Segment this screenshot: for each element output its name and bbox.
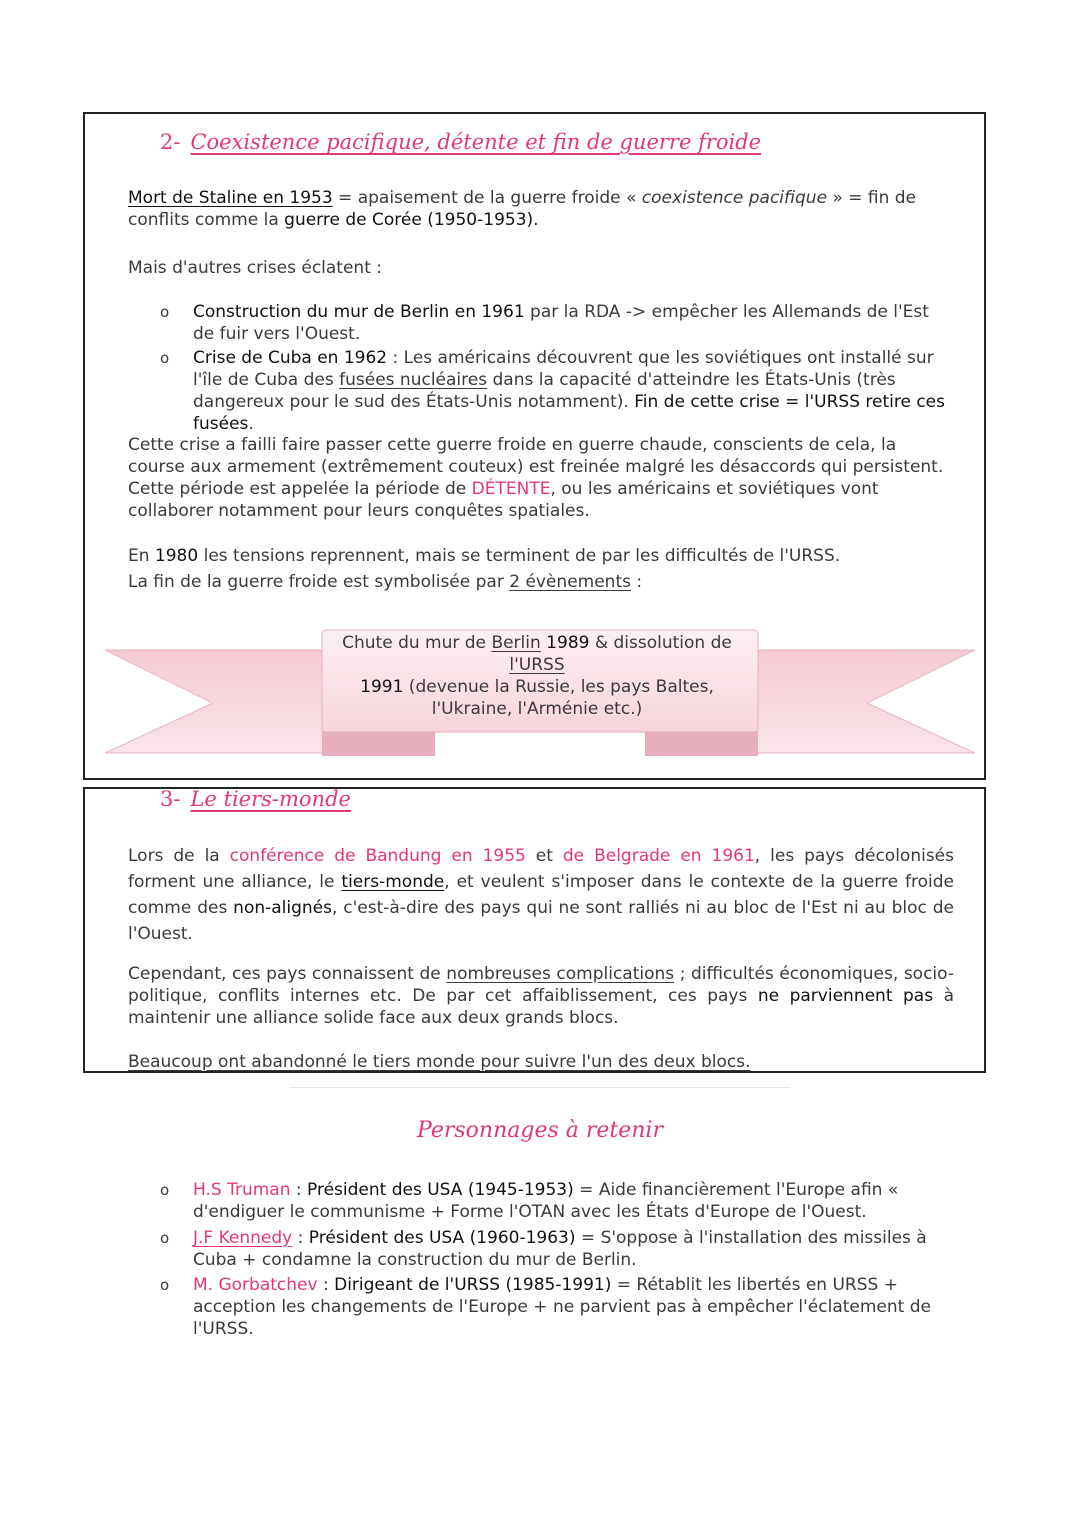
staline-paragraph: Mort de Staline en 1953 = apaisement de la guerre froide « coexistence pacifique » = fin de conflits comme la guerre de Corée (1950-1953). — [128, 188, 917, 230]
complications-paragraph: Cependant, ces pays connaissent de nombreuses complications ; difficultés économiques, socio-politique, conflits internes etc. De par cet affaiblissement, ces pays ne parviennent pas à maintenir une alliance solide face aux deux grands blocs. — [128, 964, 955, 1028]
ribbon-right-tail — [750, 650, 975, 753]
ribbon-left-tail — [105, 650, 330, 753]
bullet-cuba-crisis: o Crise de Cuba en 1962 : Les américains découvrent que les soviétiques ont installé sur l'île de Cuba des fusées nucléaires dans la capacité d'atteindre les États-Unis (très dangereux pour le sud des États-Unis notamment). Fin de cette crise = l'URSS retire ces fusées. — [160, 348, 945, 434]
section-3-title: 3- Le tiers-monde — [160, 787, 351, 811]
character-gorbatchev: o M. Gorbatchev : Dirigeant de l'URSS (1985-1991) = Rétablit les libertés en URSS + acception les changements de l'Europe + ne parvient pas à empêcher l'éclatement de l'URSS. — [160, 1275, 931, 1339]
character-truman: o H.S Truman : Président des USA (1945-1953) = Aide financièrement l'Europe afin « d'endiguer le communisme + Forme l'OTAN avec les États d'Europe de l'Ouest. — [160, 1180, 899, 1222]
bullet-berlin-wall: o Construction du mur de Berlin en 1961 par la RDA -> empêcher les Allemands de l'Est de fuir vers l'Ouest. — [160, 302, 929, 344]
abandon-paragraph: Beaucoup ont abandonné le tiers monde pour suivre l'un des deux blocs. — [128, 1052, 751, 1072]
separator-line — [290, 1087, 790, 1088]
section-2-title: 2- Coexistence pacifique, détente et fin de guerre froide — [160, 130, 762, 154]
detente-paragraph: Cette crise a failli faire passer cette guerre froide en guerre chaude, conscients de cela, la course aux armement (extrêmement couteux) est freinée malgré les désaccords qui persistent. Cette période est appelée la période de DÉTENTE, ou les américains et soviétiques vont collaborer notamment pour leurs conquêtes spatiales. — [128, 435, 944, 521]
crises-intro: Mais d'autres crises éclatent : — [128, 258, 383, 278]
ribbon-left-fold — [322, 730, 435, 756]
ribbon-text: Chute du mur de Berlin 1989 & dissolution de l'URSS 1991 (devenue la Russie, les pays Baltes, l'Ukraine, l'Arménie etc.) — [342, 633, 732, 719]
tiers-monde-paragraph: Lors de la conférence de Bandung en 1955 et de Belgrade en 1961, les pays décolonisés forment une alliance, le tiers-monde, et veulent s'imposer dans le contexte de la guerre froide comme des non-alignés, c'est-à-dire des pays qui ne sont ralliés ni au bloc de l'Est ni au bloc de l'Ouest. — [128, 846, 954, 944]
end-cold-war-paragraph: En 1980 les tensions reprennent, mais se terminent de par les difficultés de l'URSS. La fin de la guerre froide est symbolisée par 2 évènements : — [128, 546, 841, 592]
character-kennedy: o J.F Kennedy : Président des USA (1960-1963) = S'oppose à l'installation des missiles à Cuba + condamne la construction du mur de Berlin. — [160, 1228, 927, 1270]
characters-title: Personnages à retenir — [417, 1118, 663, 1143]
ribbon-right-fold — [645, 730, 758, 756]
